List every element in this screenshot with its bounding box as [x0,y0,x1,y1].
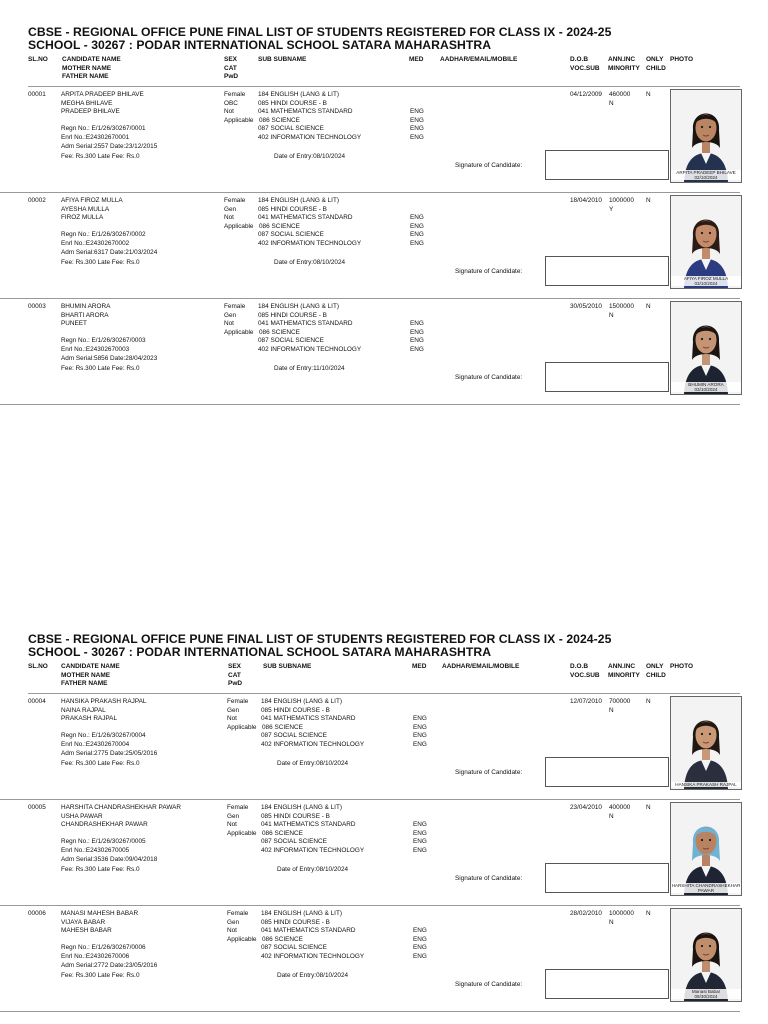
subject-row: 086 SCIENCE [262,723,303,731]
school-title: SCHOOL - 30267 : PODAR INTERNATIONAL SCHOOL SATARA MAHARASHTRA [28,38,492,52]
header-slno: SL.NO [28,663,48,670]
subject-row: 086 SCIENCE [262,935,303,943]
pwd-value-applicable: Applicable [227,935,257,943]
medium-value: ENG [413,847,427,854]
subject-row: 041 MATHEMATICS STANDARD [258,320,353,328]
medium-value: ENG [410,240,424,247]
records-page-2 [0,694,768,1012]
minority-value: N [609,918,614,926]
portrait-illustration [671,90,741,182]
signature-box[interactable] [545,362,669,392]
photo-caption-name: HANSIKA PRAKASH RAJPAL [675,782,737,787]
header-anninc [608,663,640,680]
annual-income: 400000 [609,804,631,811]
annual-income: 460000 [609,91,631,98]
photo-caption-date: 02/10/2024 [694,175,718,180]
annual-income: 1000000 [609,910,634,917]
subject-row: 085 HINDI COURSE - B [261,918,330,926]
registration-number: Regn No.: E/1/26/30267/0005 [61,838,146,846]
header-sub: SUB SUBNAME [258,56,307,63]
date-of-entry: Date of Entry:11/10/2024 [274,365,345,372]
only-child-value: N [646,303,651,310]
medium-value: ENG [413,935,427,943]
subject-row: 402 INFORMATION TECHNOLOGY [258,346,362,353]
subject-row: 184 ENGLISH (LANG & LIT) [261,910,342,917]
student-photo [670,908,742,1002]
medium-value: ENG [410,320,424,328]
father-name: PRAKASH RAJPAL [61,715,117,723]
header-candidate-name: CANDIDATE NAME [61,663,120,670]
candidate-name: AFIYA FIROZ MULLA [61,197,123,204]
header-med: MED [412,663,427,670]
category-value: Gen [227,706,240,714]
category-value: Gen [224,311,237,319]
serial-number: 00005 [28,804,46,811]
header-minority: MINORITY [608,64,640,72]
serial-number: 00006 [28,910,46,917]
subject-row: 041 MATHEMATICS STANDARD [261,927,356,935]
medium-value: ENG [410,125,424,133]
records-page-1 [0,87,768,405]
pwd-value-applicable: Applicable [224,328,254,336]
portrait-illustration [671,697,741,789]
registration-number: Regn No.: E/1/26/30267/0001 [61,125,146,133]
header-only-label: ONLY [646,56,664,63]
header-dob [570,56,600,73]
medium-value: ENG [413,732,427,740]
medium-value: ENG [413,953,427,960]
portrait-illustration [671,803,741,895]
medium-value: ENG [413,715,427,723]
enrolment-number: Enrl No.:E24302670003 [61,346,130,353]
subject-row: 402 INFORMATION TECHNOLOGY [261,953,365,960]
photo-caption [671,382,741,392]
header-father-name: FATHER NAME [61,680,108,687]
date-of-entry: Date of Entry:08/10/2024 [277,866,349,873]
subject-row: 087 SOCIAL SCIENCE [258,231,324,239]
photo-caption-date: 09/30/2024 [694,994,718,999]
student-record [0,299,740,405]
medium-value: ENG [413,741,427,748]
photo-caption-name: AFIYA FIROZ MULLA [683,276,729,281]
subject-row: 085 HINDI COURSE - B [258,99,327,107]
minority-value: N [609,812,614,820]
portrait-illustration [671,196,741,288]
photo-caption [671,883,741,893]
pwd-value: Not [227,821,237,829]
signature-box[interactable] [545,150,669,180]
signature-label: Signature of Candidate: [455,268,523,275]
signature-box[interactable] [545,863,669,893]
medium-value: ENG [410,222,424,230]
date-of-birth: 18/04/2010 [570,197,602,204]
signature-label: Signature of Candidate: [455,374,523,381]
column-header-row [0,52,768,80]
pwd-value: Not [224,320,234,328]
header-anninc-label: ANN.INC [608,663,636,670]
subject-row: 184 ENGLISH (LANG & LIT) [261,804,342,811]
pwd-value-applicable: Applicable [227,723,257,731]
sex-value: Female [224,303,246,310]
subject-row: 184 ENGLISH (LANG & LIT) [258,303,339,310]
date-of-entry: Date of Entry:08/10/2024 [274,259,346,266]
serial-number: 00004 [28,698,46,705]
subject-row: 085 HINDI COURSE - B [258,311,327,319]
father-name: FIROZ MULLA [61,214,104,222]
student-photo [670,696,742,790]
pwd-value: Not [227,927,237,935]
medium-value: ENG [413,944,427,952]
signature-box[interactable] [545,256,669,286]
photo-caption [671,170,741,180]
only-child-value: N [646,91,651,98]
father-name: MAHESH BABAR [61,927,112,935]
fee-details: Fee: Rs.300 Late Fee: Rs.0 [61,866,140,873]
date-of-entry: Date of Entry:08/10/2024 [274,153,346,160]
signature-label: Signature of Candidate: [455,162,523,169]
sex-value: Female [227,698,249,705]
pwd-value: Not [227,715,237,723]
header-mother-name: MOTHER NAME [62,64,112,72]
sex-value: Female [227,804,249,811]
date-of-entry: Date of Entry:08/10/2024 [277,972,349,979]
sex-value: Female [224,91,246,98]
student-record [0,193,740,299]
candidate-name: HARSHITA CHANDRASHEKHAR PAWAR [61,804,182,811]
candidate-name: MANASI MAHESH BABAR [61,910,139,917]
subject-row: 087 SOCIAL SCIENCE [258,125,324,133]
date-of-birth: 23/04/2010 [570,804,602,811]
medium-value: ENG [410,346,424,353]
header-anninc-label: ANN.INC [608,56,636,63]
fee-details: Fee: Rs.300 Late Fee: Rs.0 [61,760,140,767]
student-photo [670,301,742,395]
school-title: SCHOOL - 30267 : PODAR INTERNATIONAL SCHOOL SATARA MAHARASHTRA [28,645,492,659]
admission-serial: Adm Serial:2775 Date:25/05/2016 [61,749,158,757]
only-child-value: N [646,197,651,204]
signature-label: Signature of Candidate: [455,981,523,988]
admission-serial: Adm Serial:5856 Date:28/04/2023 [61,354,158,362]
photo-caption [671,782,741,787]
only-child-value: N [646,804,651,811]
fee-details: Fee: Rs.300 Late Fee: Rs.0 [61,972,140,979]
serial-number: 00002 [28,197,46,204]
serial-number: 00001 [28,91,46,98]
subject-row: 041 MATHEMATICS STANDARD [258,108,353,116]
date-of-entry: Date of Entry:08/10/2024 [277,760,349,767]
page-1 [0,26,768,405]
photo-caption-name: ARPITA PRADEEP BHILAVE [676,170,736,175]
header-aadhar: AADHAR/EMAIL/MOBILE [442,663,520,670]
header-aadhar: AADHAR/EMAIL/MOBILE [440,56,518,63]
date-of-birth: 28/02/2010 [570,910,602,917]
photo-caption-name: HARSHITA CHANDRASHEKHAR PAWAR [671,883,741,893]
enrolment-number: Enrl No.:E24302670004 [61,741,130,748]
column-header-row [0,659,768,687]
subject-row: 087 SOCIAL SCIENCE [258,337,324,345]
subject-row: 184 ENGLISH (LANG & LIT) [261,698,342,705]
subject-row: 086 SCIENCE [262,829,303,837]
page-title: CBSE - REGIONAL OFFICE PUNE FINAL LIST OF STUDENTS REGISTERED FOR CLASS IX - 2024-25 [28,632,612,646]
subject-row: 085 HINDI COURSE - B [258,205,327,213]
student-photo [670,802,742,896]
medium-value: ENG [413,927,427,935]
photo-caption [671,276,741,286]
subject-row: 041 MATHEMATICS STANDARD [261,715,356,723]
header-vocsub: VOC.SUB [570,64,600,72]
date-of-birth: 30/05/2010 [570,303,602,310]
fee-details: Fee: Rs.300 Late Fee: Rs.0 [61,259,140,266]
portrait-illustration [671,302,741,394]
header-photo: PHOTO [670,663,693,670]
photo-caption-name: Manasi Babar [691,989,721,994]
header-only-label: ONLY [646,663,664,670]
signature-label: Signature of Candidate: [455,769,523,776]
enrolment-number: Enrl No.:E24302670002 [61,240,130,247]
student-photo [670,89,742,183]
header-sub: SUB SUBNAME [263,663,312,670]
header-dob-label: D.O.B [570,663,589,670]
mother-name: USHA PAWAR [61,812,103,820]
candidate-name: HANSIKA PRAKASH RAJPAL [61,698,147,705]
subject-row: 041 MATHEMATICS STANDARD [261,821,356,829]
student-photo [670,195,742,289]
annual-income: 1500000 [609,303,634,310]
subject-row: 087 SOCIAL SCIENCE [261,944,327,952]
minority-value: Y [609,205,614,213]
subject-row: 402 INFORMATION TECHNOLOGY [261,741,365,748]
enrolment-number: Enrl No.:E24302670006 [61,953,130,960]
father-name: PUNEET [61,320,87,328]
subject-row: 402 INFORMATION TECHNOLOGY [261,847,365,854]
medium-value: ENG [410,214,424,222]
category-value: Gen [227,812,240,820]
header-med: MED [409,56,424,63]
only-child-value: N [646,910,651,917]
page-2 [0,633,768,1012]
annual-income: 700000 [609,698,631,705]
header-sex: SEX [228,663,242,670]
enrolment-number: Enrl No.:E24302670001 [61,134,130,141]
signature-box[interactable] [545,757,669,787]
header-sex-cat [228,663,242,689]
only-child-value: N [646,698,651,705]
pwd-value: Not [224,108,234,116]
mother-name: AYESHA MULLA [61,205,110,213]
subject-row: 086 SCIENCE [259,116,300,124]
header-minority: MINORITY [608,671,640,679]
sex-value: Female [227,910,249,917]
minority-value: N [609,311,614,319]
header-dob-label: D.O.B [570,56,589,63]
annual-income: 1000000 [609,197,634,204]
student-record [0,694,740,800]
subject-row: 086 SCIENCE [259,222,300,230]
sex-value: Female [224,197,246,204]
header-mother-name: MOTHER NAME [61,671,111,679]
photo-caption-name: BHUMIN ARORA [688,382,724,387]
header-pwd: PwD [228,680,243,687]
medium-value: ENG [410,231,424,239]
header-candidate [62,56,121,82]
portrait-illustration [671,909,741,1001]
minority-value: N [609,706,614,714]
header-dob [570,663,600,680]
medium-value: ENG [413,821,427,829]
subject-row: 087 SOCIAL SCIENCE [261,838,327,846]
candidate-name: BHUMIN ARORA [61,303,111,310]
pwd-value: Not [224,214,234,222]
medium-value: ENG [410,328,424,336]
header-sex: SEX [224,56,238,63]
medium-value: ENG [410,108,424,116]
father-name: CHANDRASHEKHAR PAWAR [61,821,148,829]
subject-row: 402 INFORMATION TECHNOLOGY [258,134,362,141]
subject-row: 087 SOCIAL SCIENCE [261,732,327,740]
medium-value: ENG [410,116,424,124]
header-cat: CAT [228,671,241,679]
pwd-value-applicable: Applicable [224,116,254,124]
header-only [646,663,666,680]
mother-name: VIJAYA BABAR [61,918,106,926]
registration-number: Regn No.: E/1/26/30267/0002 [61,231,146,239]
header-cat: CAT [224,64,237,72]
minority-value: N [609,99,614,107]
subject-row: 086 SCIENCE [259,328,300,336]
header-vocsub: VOC.SUB [570,671,600,679]
registration-number: Regn No.: E/1/26/30267/0006 [61,944,146,952]
medium-value: ENG [413,838,427,846]
header-candidate-name: CANDIDATE NAME [62,56,121,63]
category-value: Gen [224,205,237,213]
category-value: Gen [227,918,240,926]
medium-value: ENG [410,134,424,141]
enrolment-number: Enrl No.:E24302670005 [61,847,130,854]
student-record [0,906,740,1012]
header-photo: PHOTO [670,56,693,63]
pwd-value-applicable: Applicable [227,829,257,837]
mother-name: NAINA RAJPAL [61,706,106,714]
serial-number: 00003 [28,303,46,310]
admission-serial: Adm Serial:2772 Date:23/05/2016 [61,961,158,969]
photo-caption-date: 03/10/2024 [694,281,718,286]
header-anninc [608,56,640,73]
header-only [646,56,666,73]
candidate-name: ARPITA PRADEEP BHILAVE [61,91,144,98]
header-candidate [61,663,120,689]
subject-row: 184 ENGLISH (LANG & LIT) [258,197,339,204]
category-value: OBC [224,99,238,107]
header-slno: SL.NO [28,56,48,63]
admission-serial: Adm Serial:3536 Date:09/04/2018 [61,855,158,863]
admission-serial: Adm Serial:6317 Date:21/03/2024 [61,248,158,256]
fee-details: Fee: Rs.300 Late Fee: Rs.0 [61,153,140,160]
signature-box[interactable] [545,969,669,999]
subject-row: 402 INFORMATION TECHNOLOGY [258,240,362,247]
medium-value: ENG [413,829,427,837]
mother-name: BHARTI ARORA [61,311,109,319]
header-child: CHILD [646,64,666,72]
subject-row: 041 MATHEMATICS STANDARD [258,214,353,222]
photo-caption [671,989,741,999]
signature-label: Signature of Candidate: [455,875,523,882]
date-of-birth: 12/07/2010 [570,698,602,705]
date-of-birth: 04/12/2009 [570,91,602,98]
registration-number: Regn No.: E/1/26/30267/0004 [61,732,146,740]
registration-number: Regn No.: E/1/26/30267/0003 [61,337,146,345]
header-sex-cat [224,56,238,82]
student-record [0,87,740,193]
photo-caption-date: 03/10/2024 [694,387,718,392]
mother-name: MEGHA BHILAVE [61,99,113,107]
subject-row: 184 ENGLISH (LANG & LIT) [258,91,339,98]
subject-row: 085 HINDI COURSE - B [261,812,330,820]
medium-value: ENG [410,337,424,345]
father-name: PRADEEP BHILAVE [61,108,120,116]
admission-serial: Adm Serial:2557 Date:23/12/2015 [61,142,158,150]
page-title: CBSE - REGIONAL OFFICE PUNE FINAL LIST OF STUDENTS REGISTERED FOR CLASS IX - 2024-25 [28,25,612,39]
fee-details: Fee: Rs.300 Late Fee: Rs.0 [61,365,140,372]
student-record [0,800,740,906]
header-child: CHILD [646,671,666,679]
pwd-value-applicable: Applicable [224,222,254,230]
medium-value: ENG [413,723,427,731]
header-father-name: FATHER NAME [62,73,109,80]
subject-row: 085 HINDI COURSE - B [261,706,330,714]
header-pwd: PwD [224,73,239,80]
